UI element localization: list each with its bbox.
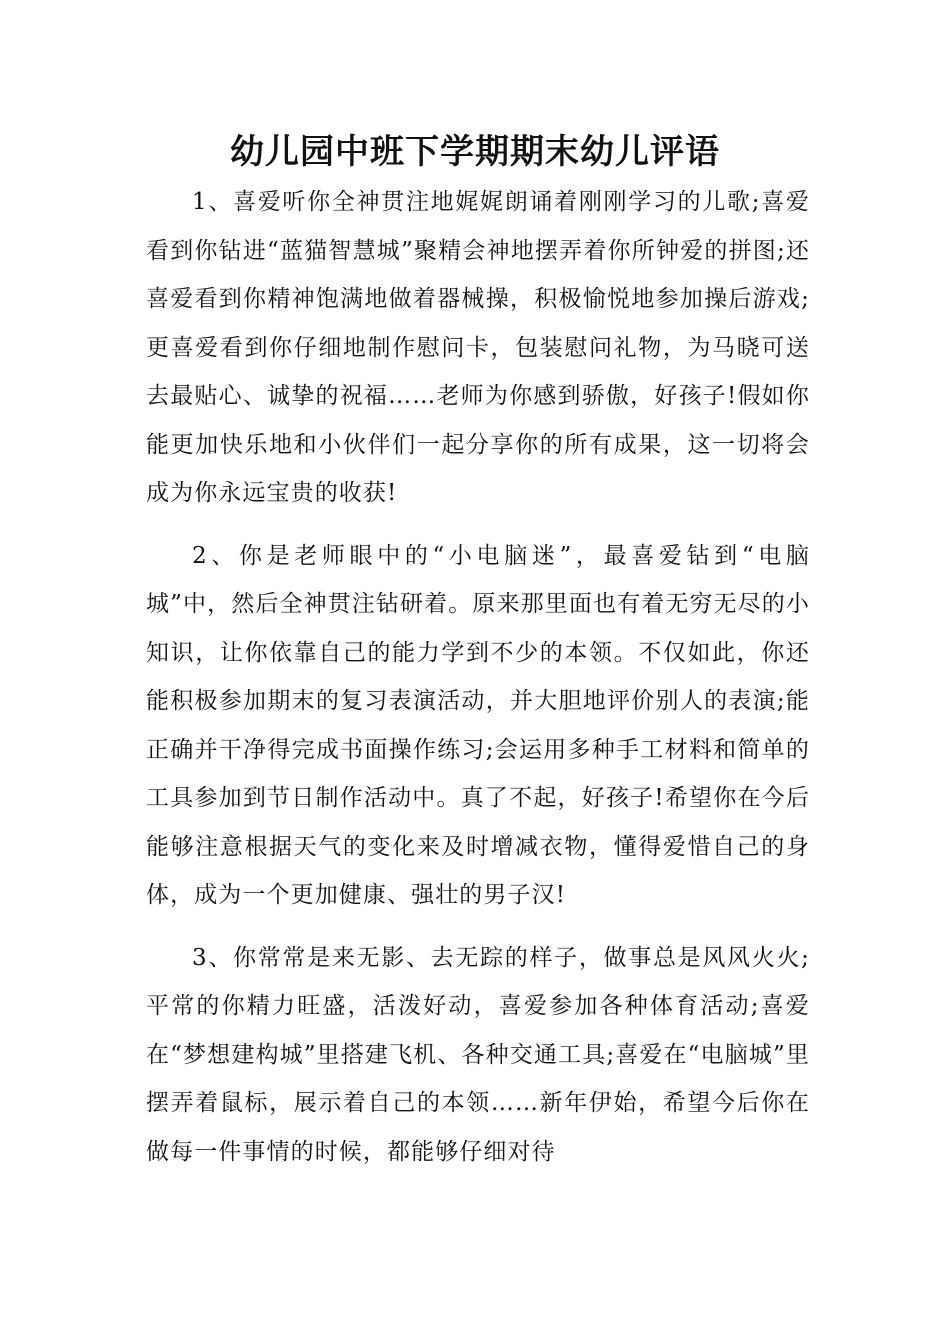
comment-paragraph-3: 3、你常常是来无影、去无踪的样子，做事总是风风火火;平常的你精力旺盛，活泼好动，喜爱参加各种体育活动;喜爱在“梦想建构城”里搭建飞机、各种交通工具;喜爱在“电脑城”里摆弄着鼠标，展示着自己的本领……新年伊始，希望今后你在做每一件事情的时候，都能够仔细对待 — [146, 944, 810, 1165]
document-body — [146, 178, 810, 1190]
comment-paragraph-1: 1、喜爱听你全神贯注地娓娓朗诵着刚刚学习的儿歌;喜爱看到你钻进“蓝猫智慧城”聚精会神地摆弄着你所钟爱的拼图;还喜爱看到你精神饱满地做着器械操，积极愉悦地参加操后游戏;更喜爱看到你仔细地制作慰问卡，包装慰问礼物，为马晓可送去最贴心、诚挚的祝福……老师为你感到骄傲，好孩子!假如你能更加快乐地和小伙伴们一起分享你的所有成果，这一切将会成为你永远宝贵的收获! — [146, 189, 810, 506]
comment-paragraph-2: 2、你是老师眼中的“小电脑迷”，最喜爱钻到“电脑城”中，然后全神贯注钻研着。原来那里面也有着无穷无尽的小知识，让你依靠自己的能力学到不少的本领。不仅如此，你还能积极参加期末的复习表演活动，并大胆地评价别人的表演;能正确并干净得完成书面操作练习;会运用多种手工材料和简单的工具参加到节日制作活动中。真了不起，好孩子!希望你在今后能够注意根据天气的变化来及时增减衣物，懂得爱惜自己的身体，成为一个更加健康、强壮的男子汉! — [146, 542, 810, 908]
document-title: 幼儿园中班下学期期末幼儿评语 — [230, 132, 720, 172]
